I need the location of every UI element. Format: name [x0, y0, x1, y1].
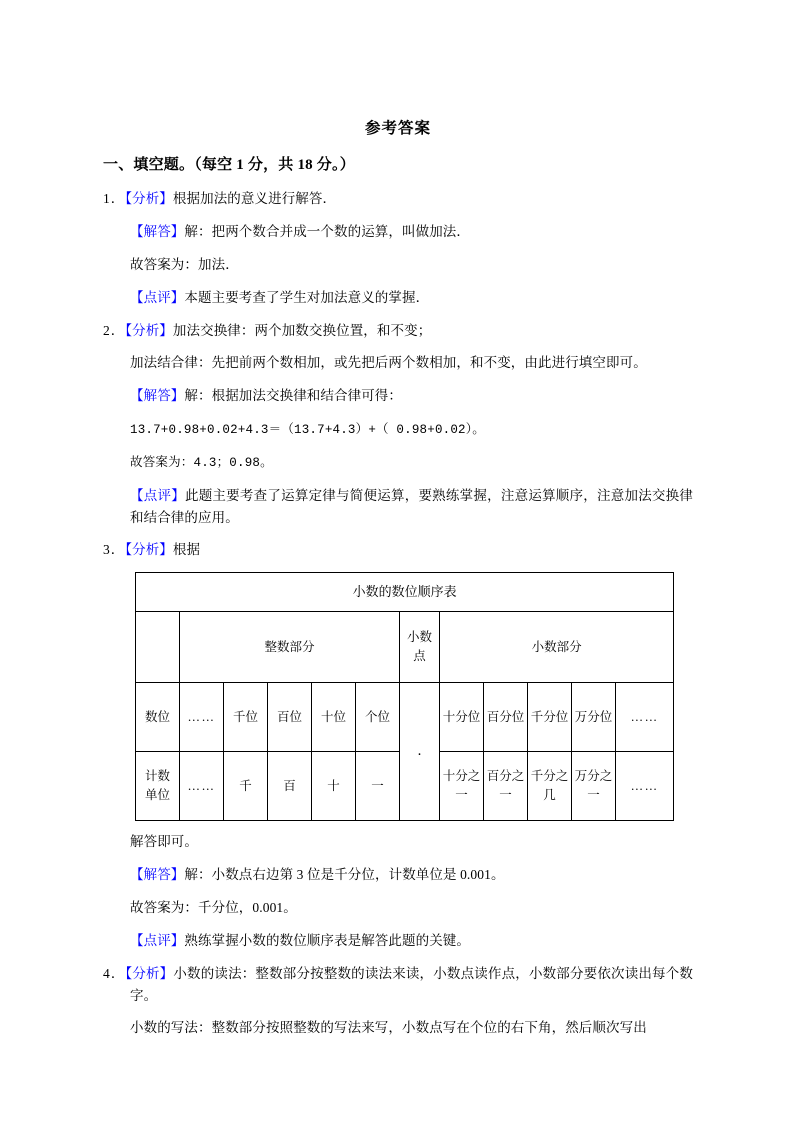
cell-tenths-place: 十分位	[440, 683, 484, 752]
analysis-tag: 【分析】	[125, 965, 174, 981]
answer-line	[103, 320, 693, 342]
cell-unit-thousand: 千	[224, 752, 268, 821]
decimal-point-label-line2: 点	[413, 649, 426, 664]
comment-tag: 【点评】	[130, 289, 185, 305]
answer-text: 小数的写法：整数部分按照整数的写法来写，小数点写在个位的右下角，然后顺次写出	[130, 1020, 647, 1036]
row-label-counting-unit	[136, 752, 180, 821]
answer-line	[103, 539, 693, 561]
answer-line	[103, 352, 693, 374]
answer-text: 解：根据加法交换律和结合律可得：	[184, 388, 403, 404]
table-caption: 小数的数位顺序表	[136, 573, 674, 612]
question-block-2	[103, 320, 693, 529]
cell-hundreds-place: 百位	[268, 683, 312, 752]
cell-unit-tenth: 十分之一	[440, 752, 484, 821]
question-number: 3．	[103, 542, 126, 558]
comment-tag: 【点评】	[130, 932, 185, 948]
cell-hundredths-place: 百分位	[484, 683, 528, 752]
cell-unit-ten: 十	[312, 752, 356, 821]
equation-text: 13.7+0.98+0.02+4.3＝（13.7+4.3）+（ 0.98+0.02）。	[130, 423, 485, 438]
counting-unit-label-line1: 计数	[144, 768, 170, 783]
cell-ellipsis-right: ……	[616, 752, 674, 821]
cell-tens-place: 十位	[312, 683, 356, 752]
group-header-decimal-point	[400, 612, 440, 683]
group-header-integer-part: 整数部分	[180, 612, 400, 683]
cell-ellipsis-right: ……	[616, 683, 674, 752]
answer-text: 此题主要考查了运算定律与简便运算，要熟练掌握，注意运算顺序，注意加法交换律和结合律的应用。	[130, 487, 694, 525]
answer-text: 故答案为：加法．	[130, 256, 239, 272]
answer-line	[103, 930, 693, 952]
analysis-tag: 【分析】	[125, 191, 173, 207]
cell-unit-one: 一	[356, 752, 400, 821]
page-content	[103, 118, 693, 1050]
question-number: 4．	[103, 965, 126, 981]
place-value-table-wrap	[103, 572, 693, 821]
place-value-table	[135, 572, 674, 821]
cell-ones-place: 个位	[356, 683, 400, 752]
analysis-tag: 【分析】	[125, 542, 173, 558]
answer-line	[103, 897, 693, 919]
question-number: 2．	[103, 322, 126, 338]
answer-line	[103, 1017, 693, 1039]
answer-text: 解：小数点右边第 3 位是千分位，计数单位是 0.001。	[184, 867, 505, 883]
table-row-groups	[136, 612, 674, 683]
section-heading: 一、填空题。（每空 1 分，共 18 分。）	[103, 156, 355, 173]
answer-text: 根据	[172, 542, 201, 558]
solution-tag: 【解答】	[130, 224, 185, 240]
analysis-tag: 【分析】	[125, 322, 173, 338]
counting-unit-label-line2: 单位	[144, 788, 170, 803]
cell-ellipsis-left: ……	[180, 752, 224, 821]
answer-text: 本题主要考查了学生对加法意义的掌握．	[184, 289, 430, 305]
row-label-digit-place: 数位	[136, 683, 180, 752]
solution-tag: 【解答】	[130, 388, 185, 404]
cell-unit-ten-thousandth: 万分之一	[572, 752, 616, 821]
comment-tag: 【点评】	[130, 487, 185, 503]
cell-unit-hundredth: 百分之一	[484, 752, 528, 821]
cell-thousands-place: 千位	[224, 683, 268, 752]
answer-line	[103, 287, 693, 309]
answer-line	[103, 188, 693, 210]
cell-ellipsis-left: ……	[180, 683, 224, 752]
answer-text: 小数的读法：整数部分按整数的读法来读，小数点读作点，小数部分要依次读出每个数字。	[130, 965, 693, 1003]
question-block-4	[103, 963, 693, 1040]
table-corner-cell	[136, 612, 180, 683]
answer-line	[103, 451, 693, 473]
answer-text: 熟练掌握小数的数位顺序表是解答此题的关键。	[184, 932, 471, 948]
question-number: 1．	[103, 191, 126, 207]
answer-text: 解答即可。	[130, 834, 198, 850]
solution-tag: 【解答】	[130, 867, 185, 883]
cell-unit-hundred: 百	[268, 752, 312, 821]
answer-line	[103, 254, 693, 276]
answer-text: 故答案为：千分位，0.001。	[130, 900, 297, 915]
table-row-caption	[136, 573, 674, 612]
answer-line	[103, 864, 693, 886]
question-block-3	[103, 539, 693, 951]
answer-line	[103, 385, 693, 407]
page-title: 参考答案	[364, 120, 431, 137]
answer-text: 加法结合律：先把前两个数相加，或先把后两个数相加，和不变，由此进行填空即可。	[130, 355, 647, 371]
answer-text: 根据加法的意义进行解答．	[172, 191, 337, 207]
cell-unit-thousandth: 千分之几	[528, 752, 572, 821]
answer-line	[103, 963, 693, 1007]
cell-ten-thousandths-place: 万分位	[572, 683, 616, 752]
cell-decimal-point: .	[400, 683, 440, 821]
answer-text: 加法交换律：两个加数交换位置，和不变；	[172, 322, 432, 338]
decimal-point-label-line1: 小数	[406, 629, 432, 644]
answer-line	[103, 485, 693, 529]
answer-line	[103, 831, 693, 853]
answer-text: 解：把两个数合并成一个数的运算，叫做加法．	[184, 224, 471, 240]
equation-line	[103, 418, 693, 440]
answer-text: 故答案为：4.3；0.98。	[130, 456, 273, 471]
table-row-digit-place	[136, 683, 674, 752]
group-header-decimal-part: 小数部分	[440, 612, 674, 683]
cell-thousandths-place: 千分位	[528, 683, 572, 752]
answer-line	[103, 221, 693, 243]
question-block-1	[103, 188, 693, 308]
